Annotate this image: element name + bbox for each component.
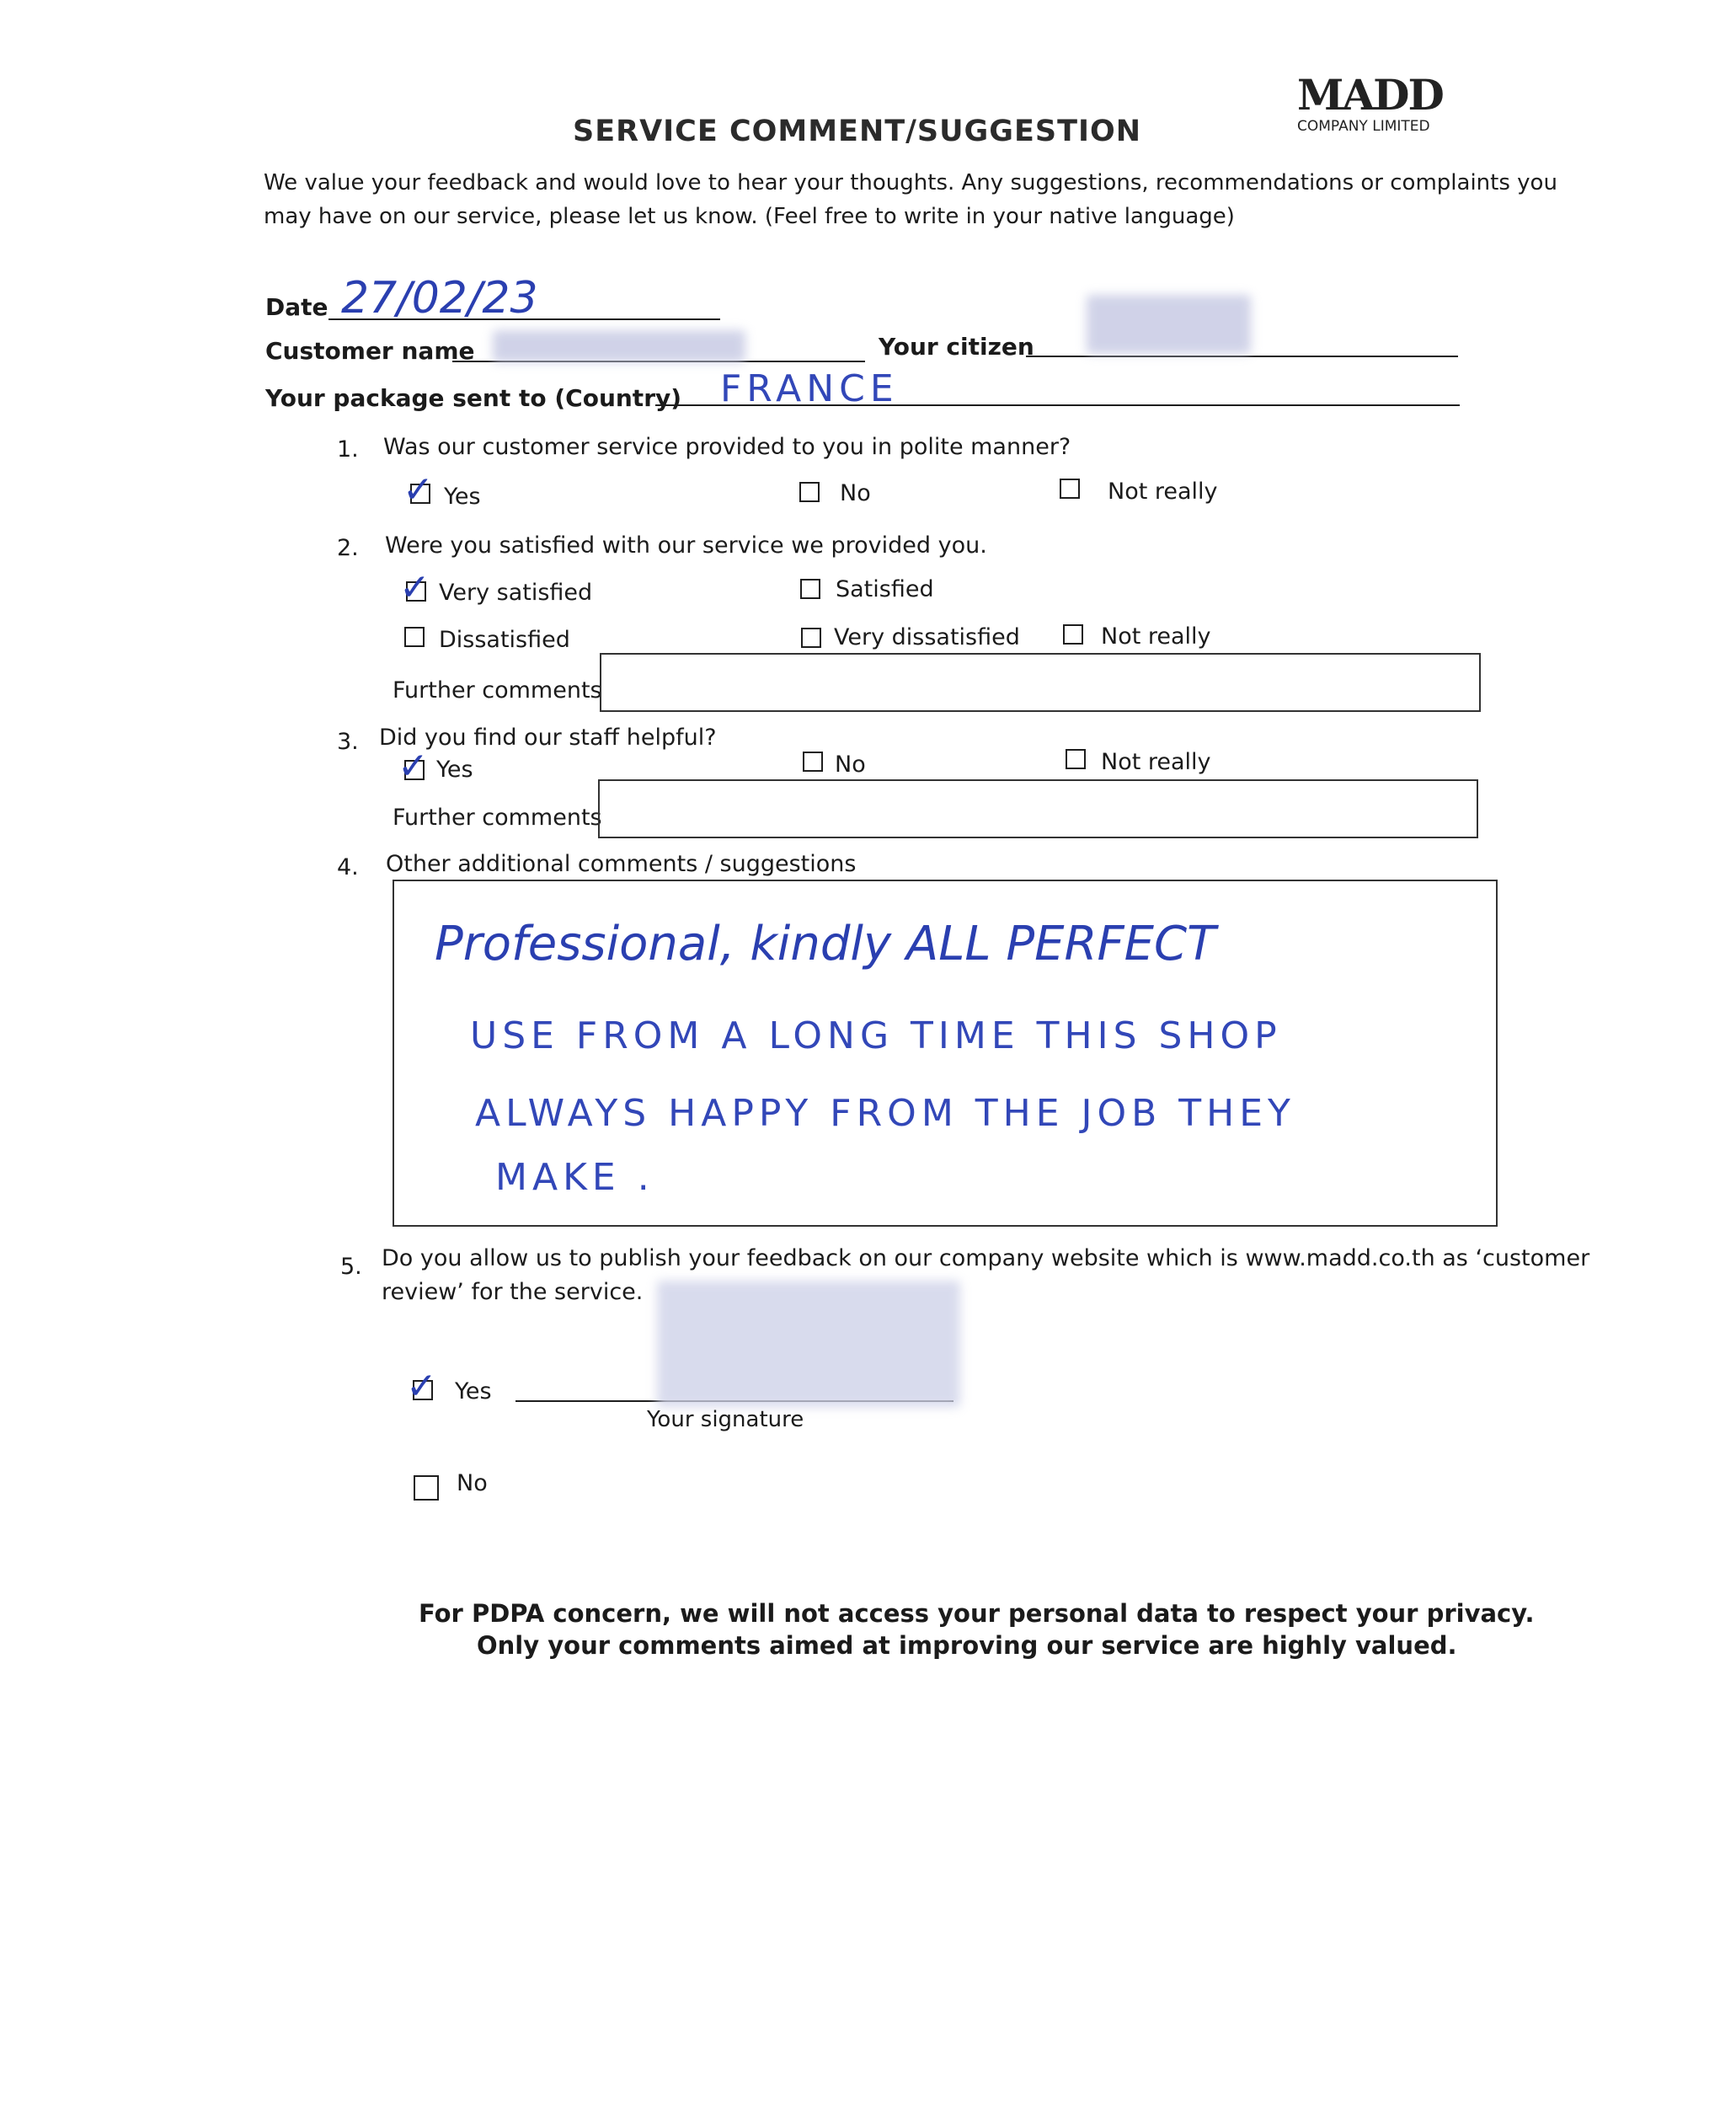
q3-yes-label: Yes	[436, 757, 473, 783]
q3-text: Did you find our staff helpful?	[379, 725, 717, 751]
q2-number: 2.	[337, 535, 359, 561]
form-title: SERVICE COMMENT/SUGGESTION	[573, 115, 1142, 148]
q4-comments-box[interactable]	[393, 880, 1498, 1227]
q5-no-label: No	[457, 1470, 488, 1496]
q1-no-label: No	[840, 480, 871, 506]
hand-drawn-check-icon: ✓	[403, 468, 434, 511]
signature-label: Your signature	[647, 1407, 804, 1432]
q3-further-comments-box[interactable]	[598, 779, 1478, 838]
q2-text: Were you satisfied with our service we provided you.	[385, 532, 987, 559]
q1-number: 1.	[337, 436, 359, 463]
q2-further-comments-label: Further comments	[393, 677, 602, 704]
q2-not-really-label: Not really	[1101, 623, 1211, 650]
citizen-label: Your citizen	[879, 333, 1034, 361]
customer-name-label: Customer name	[265, 337, 475, 365]
logo-subtitle: COMPANY LIMITED	[1297, 118, 1430, 135]
q5-text-line-2: review’ for the service.	[382, 1279, 644, 1305]
q2-satisfied-label: Satisfied	[836, 576, 934, 602]
handwriting-line-4: MAKE .	[495, 1156, 654, 1199]
logo-wordmark: MADD	[1297, 70, 1443, 120]
date-value[interactable]: 27/02/23	[341, 273, 538, 324]
hand-drawn-check-icon: ✓	[399, 566, 430, 609]
q2-dissatisfied-label: Dissatisfied	[439, 627, 570, 653]
q4-number: 4.	[337, 854, 359, 880]
q5-text-line-1: Do you allow us to publish your feedback on our company website which is www.madd.co.th as ‘customer	[382, 1245, 1590, 1271]
intro-line-2: may have on our service, please let us know. (Feel free to write in your native language)	[264, 204, 1235, 229]
q3-not-really-checkbox[interactable]	[1066, 749, 1086, 769]
q2-very-dissatisfied-label: Very dissatisfied	[834, 624, 1020, 650]
q1-not-really-checkbox[interactable]	[1060, 479, 1080, 499]
q1-text: Was our customer service provided to you in polite manner?	[383, 434, 1071, 460]
q3-no-label: No	[835, 752, 866, 778]
q1-not-really-label: Not really	[1108, 479, 1218, 505]
q3-not-really-label: Not really	[1101, 749, 1211, 775]
hand-drawn-check-icon: ✓	[398, 745, 429, 788]
q3-number: 3.	[337, 729, 359, 755]
q2-further-comments-box[interactable]	[600, 653, 1481, 712]
q2-very-satisfied-label: Very satisfied	[439, 580, 593, 606]
customer-name-redaction	[493, 330, 745, 362]
q3-further-comments-label: Further comments	[393, 805, 602, 831]
pdpa-notice-line-1: For PDPA concern, we will not access your personal data to respect your privacy.	[419, 1599, 1535, 1628]
q2-very-dissatisfied-checkbox[interactable]	[801, 628, 821, 648]
q2-dissatisfied-checkbox[interactable]	[404, 627, 425, 647]
citizen-redaction	[1087, 295, 1251, 354]
q2-satisfied-checkbox[interactable]	[800, 579, 820, 599]
q5-no-checkbox[interactable]	[414, 1475, 439, 1501]
q1-no-checkbox[interactable]	[799, 482, 820, 502]
intro-line-1: We value your feedback and would love to hear your thoughts. Any suggestions, recommendations or complaints you	[264, 170, 1557, 195]
handwriting-line-3: ALWAYS HAPPY FROM THE JOB THEY	[475, 1092, 1295, 1135]
q3-no-checkbox[interactable]	[803, 752, 823, 772]
handwriting-line-1: Professional, kindly ALL PERFECT	[435, 917, 1216, 971]
date-label: Date	[265, 293, 329, 321]
company-logo	[1297, 70, 1466, 135]
q2-not-really-checkbox[interactable]	[1063, 624, 1083, 645]
country-label: Your package sent to (Country)	[265, 384, 682, 412]
q5-number: 5.	[340, 1254, 362, 1280]
q1-yes-label: Yes	[444, 484, 481, 510]
hand-drawn-check-icon: ✓	[406, 1365, 437, 1408]
country-value[interactable]: FRANCE	[720, 367, 899, 410]
handwriting-line-2: USE FROM A LONG TIME THIS SHOP	[470, 1014, 1282, 1057]
pdpa-notice-line-2: Only your comments aimed at improving our service are highly valued.	[477, 1631, 1457, 1660]
q5-yes-label: Yes	[455, 1378, 492, 1404]
citizen-underline	[1026, 356, 1458, 357]
q4-text: Other additional comments / suggestions	[386, 851, 857, 877]
signature-redaction	[657, 1281, 960, 1407]
